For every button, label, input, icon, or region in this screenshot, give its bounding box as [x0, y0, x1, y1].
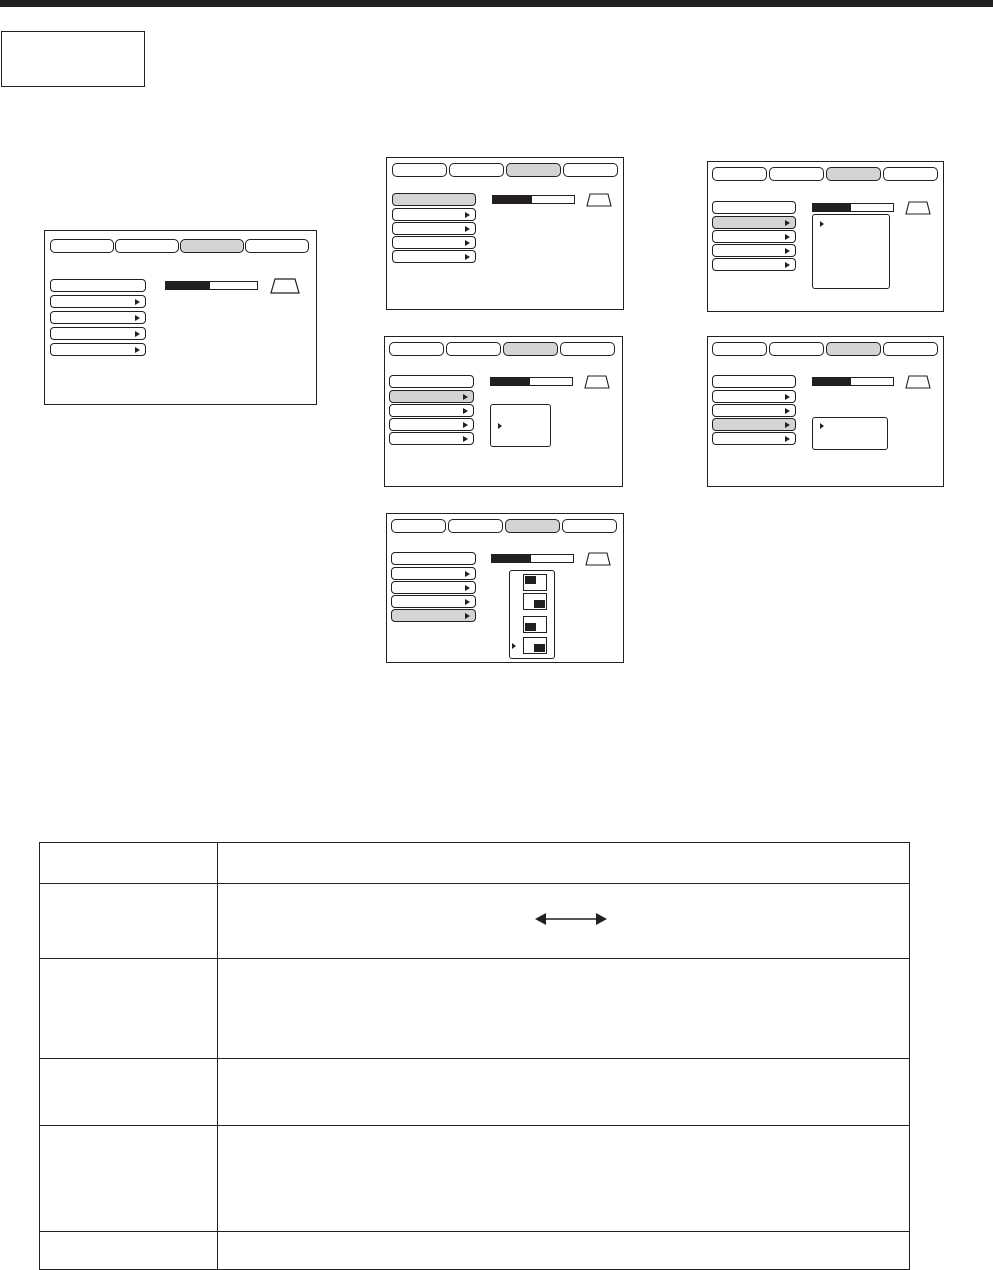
menu-item-1[interactable]	[392, 193, 476, 206]
adjust-bar-fill	[166, 282, 210, 289]
menu-screen-step-item2	[707, 161, 944, 312]
trapezoid-icon	[905, 375, 931, 389]
adjust-bar[interactable]	[812, 203, 894, 212]
adjust-bar-fill	[813, 204, 851, 211]
menu-tab-1[interactable]	[50, 239, 114, 253]
menu-tab-3[interactable]	[505, 519, 560, 533]
double-headed-arrow-icon	[535, 912, 607, 926]
menu-screen-step-item3	[384, 336, 623, 487]
menu-item-5[interactable]	[392, 250, 476, 263]
menu-item-5[interactable]	[712, 432, 796, 445]
triangle-right-icon	[785, 248, 790, 254]
trapezoid-icon	[586, 193, 612, 207]
menu-item-5[interactable]	[50, 343, 146, 356]
position-top-right-icon[interactable]	[523, 593, 547, 610]
menu-item-4[interactable]	[389, 418, 474, 431]
menu-tab-1[interactable]	[712, 167, 767, 181]
menu-tab-2[interactable]	[769, 342, 824, 356]
menu-tab-4[interactable]	[883, 342, 938, 356]
menu-item-4[interactable]	[712, 244, 796, 257]
row-divider-4	[40, 1125, 909, 1126]
triangle-right-icon	[463, 422, 468, 428]
menu-tab-3[interactable]	[503, 342, 558, 356]
trapezoid-icon	[585, 552, 611, 566]
menu-tab-4[interactable]	[562, 519, 617, 533]
triangle-right-icon	[465, 585, 470, 591]
column-divider	[217, 843, 218, 1269]
menu-item-5[interactable]	[391, 609, 476, 622]
menu-item-3[interactable]	[391, 581, 476, 594]
menu-item-1[interactable]	[712, 201, 796, 214]
menu-tab-2[interactable]	[448, 519, 503, 533]
triangle-right-icon	[465, 599, 470, 605]
triangle-right-icon	[135, 347, 140, 353]
section-label-box	[1, 31, 145, 87]
triangle-right-icon	[785, 220, 790, 226]
menu-item-3[interactable]	[712, 404, 796, 417]
menu-screen-step-item1	[386, 157, 624, 310]
menu-tab-3[interactable]	[826, 342, 881, 356]
menu-tab-1[interactable]	[712, 342, 767, 356]
adjust-bar-fill	[493, 196, 532, 203]
menu-tab-4[interactable]	[563, 163, 618, 177]
submenu-popup[interactable]	[490, 404, 551, 447]
menu-item-1[interactable]	[389, 375, 474, 388]
row-divider-3	[40, 1058, 909, 1059]
menu-tab-3[interactable]	[180, 239, 244, 253]
adjust-bar-fill	[491, 378, 530, 385]
menu-item-1[interactable]	[50, 279, 146, 292]
menu-item-2[interactable]	[712, 390, 796, 403]
menu-tab-3[interactable]	[826, 167, 881, 181]
menu-screen-step-item4	[707, 336, 944, 487]
submenu-popup[interactable]	[812, 417, 888, 450]
menu-tab-1[interactable]	[392, 163, 447, 177]
menu-tab-1[interactable]	[391, 519, 446, 533]
menu-item-3[interactable]	[389, 404, 474, 417]
menu-tab-2[interactable]	[769, 167, 824, 181]
row-divider-2	[40, 958, 909, 959]
menu-screen-step-item5	[386, 513, 624, 663]
triangle-right-icon	[135, 331, 140, 337]
position-bottom-left-icon[interactable]	[523, 616, 547, 633]
pointer-icon	[498, 423, 502, 429]
description-table	[39, 842, 910, 1270]
triangle-right-icon	[465, 571, 470, 577]
adjust-bar[interactable]	[492, 195, 575, 204]
menu-item-4[interactable]	[50, 327, 146, 340]
menu-item-2[interactable]	[391, 567, 476, 580]
triangle-right-icon	[465, 613, 470, 619]
triangle-right-icon	[785, 436, 790, 442]
pointer-icon	[820, 221, 824, 227]
menu-item-4[interactable]	[712, 418, 796, 431]
row-divider-5	[40, 1231, 909, 1232]
adjust-bar-fill	[492, 555, 531, 562]
top-rule	[0, 0, 993, 7]
menu-tab-4[interactable]	[560, 342, 615, 356]
triangle-right-icon	[785, 234, 790, 240]
menu-screen-main	[44, 230, 317, 405]
menu-item-2[interactable]	[389, 390, 474, 403]
menu-item-4[interactable]	[391, 595, 476, 608]
adjust-bar[interactable]	[812, 377, 894, 386]
menu-item-2[interactable]	[712, 216, 796, 229]
position-bottom-right-icon[interactable]	[523, 637, 547, 654]
menu-item-2[interactable]	[392, 208, 476, 221]
row-divider-1	[40, 883, 909, 884]
trapezoid-icon	[270, 278, 300, 294]
triangle-right-icon	[465, 212, 470, 218]
menu-item-1[interactable]	[391, 552, 476, 565]
submenu-popup[interactable]	[812, 214, 890, 289]
triangle-right-icon	[135, 315, 140, 321]
menu-item-1[interactable]	[712, 375, 796, 388]
triangle-right-icon	[465, 226, 470, 232]
triangle-right-icon	[463, 436, 468, 442]
menu-item-4[interactable]	[392, 236, 476, 249]
menu-item-5[interactable]	[712, 258, 796, 271]
position-top-left-icon[interactable]	[523, 574, 547, 591]
triangle-right-icon	[785, 422, 790, 428]
triangle-right-icon	[463, 394, 468, 400]
triangle-right-icon	[785, 394, 790, 400]
menu-item-3[interactable]	[712, 230, 796, 243]
pointer-icon	[512, 643, 516, 649]
triangle-right-icon	[465, 240, 470, 246]
triangle-right-icon	[463, 408, 468, 414]
menu-tab-3[interactable]	[506, 163, 561, 177]
triangle-right-icon	[465, 254, 470, 260]
menu-item-3[interactable]	[50, 311, 146, 324]
menu-item-2[interactable]	[50, 295, 146, 308]
adjust-bar[interactable]	[491, 554, 574, 563]
menu-tab-4[interactable]	[883, 167, 938, 181]
adjust-bar[interactable]	[165, 281, 258, 290]
menu-tab-2[interactable]	[449, 163, 504, 177]
menu-item-3[interactable]	[392, 222, 476, 235]
menu-item-5[interactable]	[389, 432, 474, 445]
adjust-bar[interactable]	[490, 377, 573, 386]
adjust-bar-fill	[813, 378, 851, 385]
trapezoid-icon	[905, 201, 931, 215]
triangle-right-icon	[785, 408, 790, 414]
menu-tab-4[interactable]	[245, 239, 309, 253]
menu-tab-2[interactable]	[115, 239, 179, 253]
triangle-right-icon	[785, 262, 790, 268]
menu-tab-2[interactable]	[446, 342, 501, 356]
pointer-icon	[820, 423, 824, 429]
menu-tab-1[interactable]	[389, 342, 444, 356]
trapezoid-icon	[584, 375, 610, 389]
position-popup[interactable]	[509, 570, 555, 659]
triangle-right-icon	[135, 299, 140, 305]
